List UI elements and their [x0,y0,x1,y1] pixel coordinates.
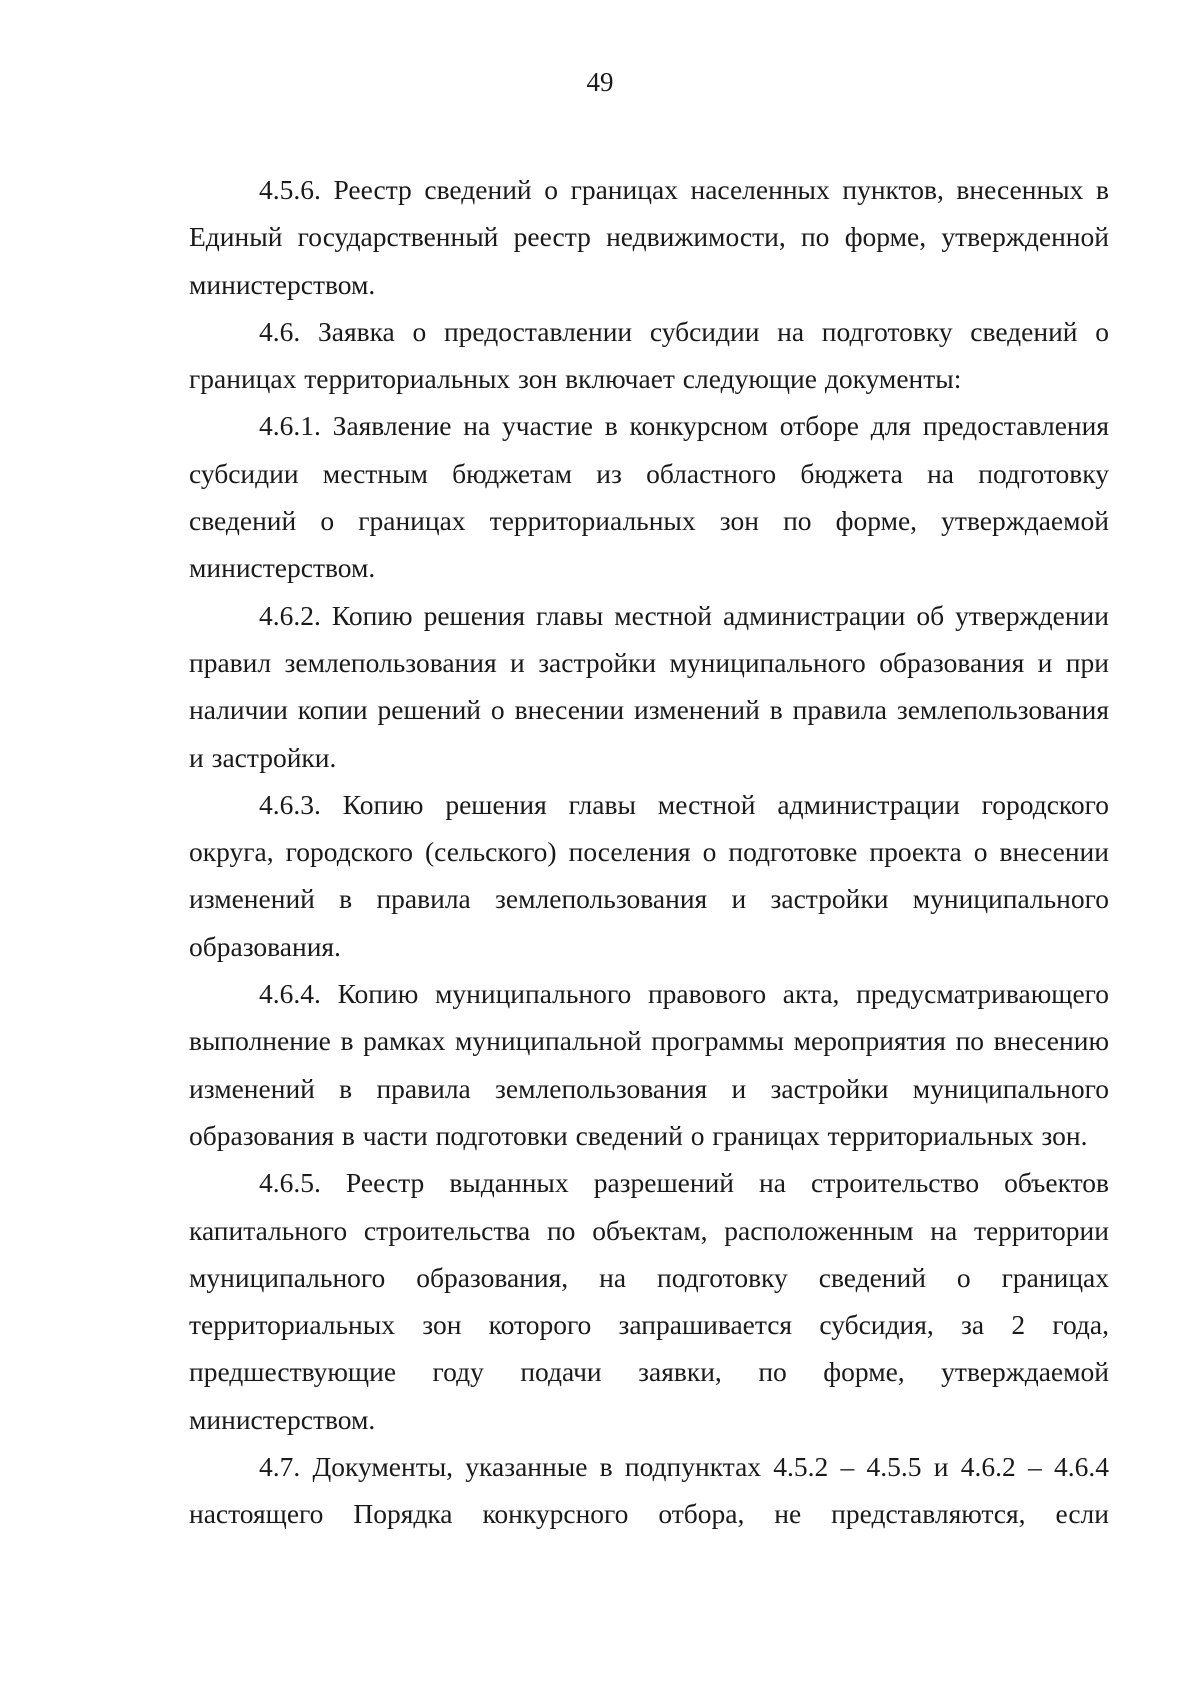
paragraph-4-6-1: 4.6.1. Заявление на участие в конкурсном отборе для предоставления субсидии местным бюджетам из областного бюджета на подготовку сведений о границах территориальных зон по форме, утверждаемой министерством. [189,410,1109,584]
paragraph-4-6-2: 4.6.2. Копию решения главы местной администрации об утверждении правил землепользования и застройки муниципального образования и при наличии копии решений о внесении изменений в правила землепользования и застройки. [189,599,1109,773]
page-number: 49 [586,67,614,97]
paragraph-4-5-6: 4.5.6. Реестр сведений о границах населенных пунктов, внесенных в Единый государственный реестр недвижимости, по форме, утвержденной министерством. [189,174,1109,300]
paragraph-4-6-5: 4.6.5. Реестр выданных разрешений на строительство объектов капитального строительства по объектам, расположенным на территории муниципального образования, на подготовку сведений о границах территориальных зон которого запрашивается субсидия, за 2 года, предшествующие году подачи заявки, по форме, утверждаемой министерством. [189,1167,1109,1435]
paragraph-4-7: 4.7. Документы, указанные в подпунктах 4.5.2 – 4.5.5 и 4.6.2 – 4.6.4 настоящего Порядка конкурсного отбора, не представляются, если [189,1451,1109,1530]
paragraph-4-6-3: 4.6.3. Копию решения главы местной администрации городского округа, городского (сельского) поселения о подготовке проекта о внесении изменений в правила землепользования и застройки муниципального образования. [189,788,1109,962]
document-body [189,166,1109,1538]
paragraph-4-6: 4.6. Заявка о предоставлении субсидии на подготовку сведений о границах территориальных зон включает следующие документы: [189,315,1109,395]
paragraph-4-6-4: 4.6.4. Копию муниципального правового акта, предусматривающего выполнение в рамках муниципальной программы мероприятия по внесению изменений в правила землепользования и застройки муниципального образования в части подготовки сведений о границах территориальных зон. [189,978,1109,1151]
